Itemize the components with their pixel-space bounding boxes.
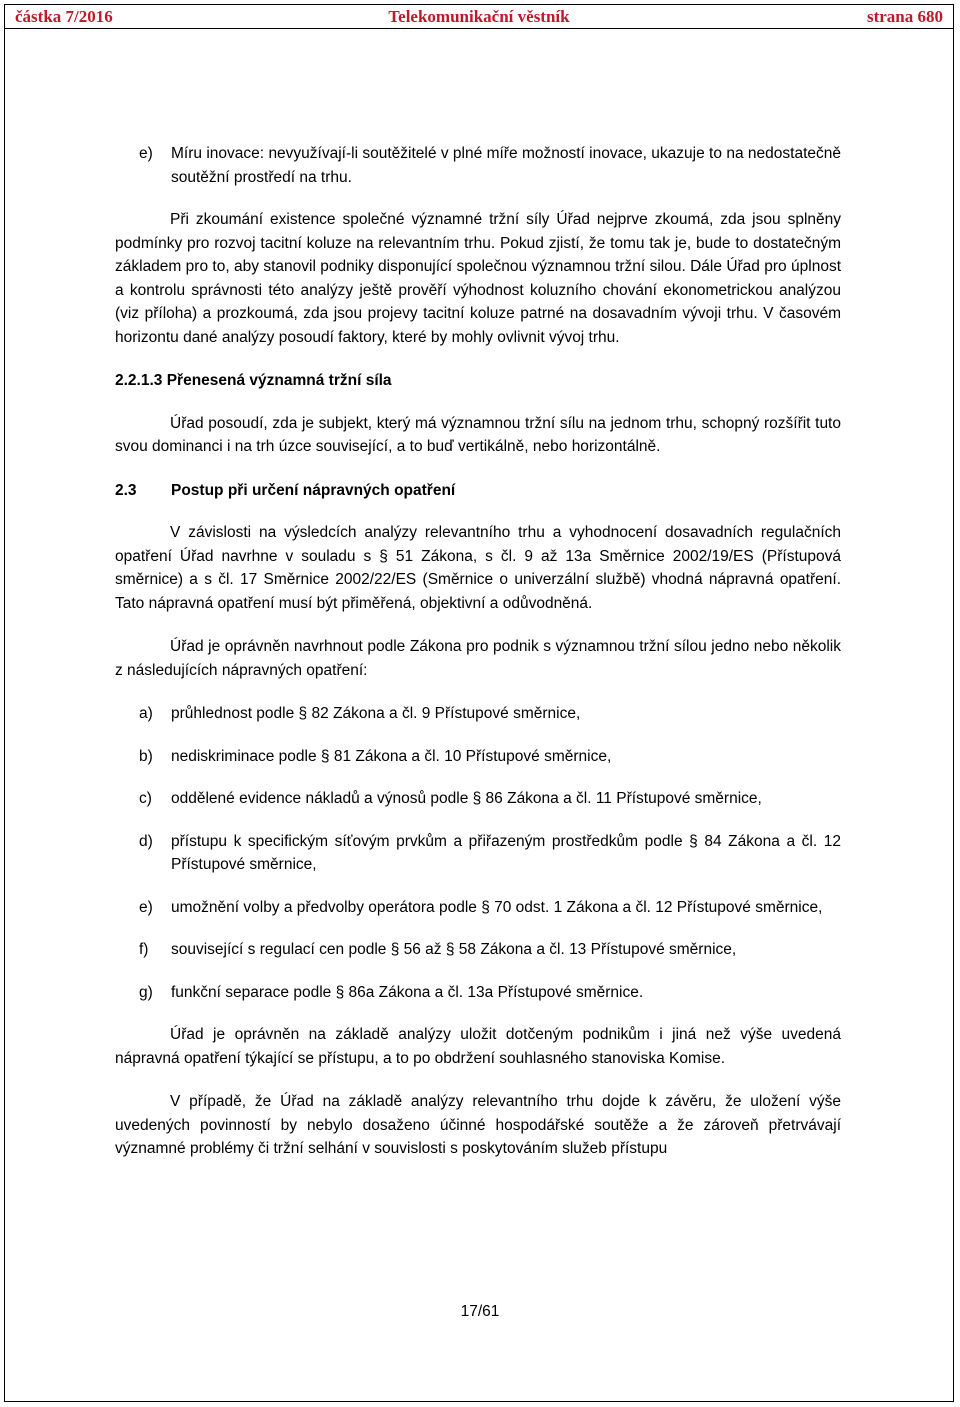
- list-item: [115, 938, 841, 962]
- list-text: nediskriminace podle § 81 Zákona a čl. 10 Přístupové směrnice,: [171, 747, 612, 765]
- list-marker: d): [139, 832, 153, 850]
- list-marker: g): [139, 983, 153, 1001]
- section-title: Postup při určení nápravných opatření: [171, 481, 456, 499]
- header-issue: částka 7/2016: [15, 7, 113, 26]
- list-text: funkční separace podle § 86a Zákona a čl. 13a Přístupové směrnice.: [171, 983, 644, 1001]
- list-item: [115, 896, 841, 920]
- section-heading-2-3: [115, 479, 841, 503]
- paragraph-other-remedies: Úřad je oprávněn na základě analýzy uložit dotčeným podnikům i jiná než výše uvedená nápravná opatření týkající se přístupu, a to po obdržení souhlasného stanoviska Komise.: [115, 1026, 841, 1067]
- list-marker: e): [139, 145, 153, 162]
- page-number: 17/61: [460, 1303, 500, 1320]
- list-text: přístupu k specifickým síťovým prvkům a přiřazeným prostředkům podle § 84 Zákona a čl. 12 Přístupové směrnice,: [171, 832, 841, 873]
- paragraph-ineffective-competition: V případě, že Úřad na základě analýzy relevantního trhu dojde k závěru, že uložení výše uvedených povinností by nebylo dosaženo účinné hospodářské soutěže a že zároveň přetrvávají významné problémy či tržní selhání v souvislosti s poskytováním služeb přístupu: [115, 1093, 841, 1157]
- list-item: [115, 830, 841, 877]
- list-text: umožnění volby a předvolby operátora podle § 70 odst. 1 Zákona a čl. 12 Přístupové směrnice,: [171, 898, 823, 916]
- header-page: strana 680: [866, 7, 943, 26]
- list-marker: b): [139, 747, 153, 765]
- list-item: [115, 981, 841, 1005]
- paragraph-remedies-intro: V závislosti na výsledcích analýzy relevantního trhu a vyhodnocení dosavadních regulačních opatření Úřad navrhne v souladu s § 51 Zákona, s čl. 9 až 13a Směrnice 2002/19/ES (Přístupová směrnice) a s čl. 17 Směrnice 2002/22/ES (Směrnice o univerzální službě) vhodná nápravná opatření. Tato nápravná opatření musí být přiměřená, objektivní a odůvodněná.: [115, 524, 841, 612]
- list-text: průhlednost podle § 82 Zákona a čl. 9 Přístupové směrnice,: [171, 705, 581, 722]
- paragraph-remedies-list-lead: Úřad je oprávněn navrhnout podle Zákona pro podnik s významnou tržní sílou jedno nebo několik z následujících nápravných opatření:: [115, 638, 841, 679]
- list-marker: a): [139, 705, 153, 722]
- list-text: Míru inovace: nevyužívají-li soutěžitelé v plné míře možností inovace, ukazuje to na nedostatečně soutěžní prostředí na trhu.: [171, 145, 841, 186]
- section-number: 2.3: [115, 481, 137, 499]
- section-heading-2-2-1-3: 2.2.1.3 Přenesená významná tržní síla: [115, 372, 392, 389]
- list-item: [115, 787, 841, 811]
- list-marker: e): [139, 898, 153, 916]
- page-header: [5, 5, 953, 29]
- list-text: související s regulací cen podle § 56 až § 58 Zákona a čl. 13 Přístupové směrnice,: [171, 941, 737, 958]
- list-item: [115, 745, 841, 769]
- list-marker: c): [139, 790, 152, 807]
- list-text: oddělené evidence nákladů a výnosů podle § 86 Zákona a čl. 11 Přístupové směrnice,: [171, 790, 762, 807]
- list-item-e-innovation: [115, 142, 841, 189]
- page-content: [115, 142, 841, 1161]
- paragraph-collective-dominance: Při zkoumání existence společné významné tržní síly Úřad nejprve zkoumá, zda jsou splněny podmínky pro rozvoj tacitní koluze na relevantním trhu. Pokud zjistí, že tomu tak je, bude to dostatečným základem pro to, aby stanovil podniky disponující společnou významnou tržní silou. Dále Úřad pro úplnost a kontrolu správnosti této analýzy ještě prověří výhodnost koluzního chování ekonometrickou analýzou (viz příloha) a prozkoumá, zda jsou projevy tacitní koluze patrné na dosavadním vývoji trhu. V časovém horizontu dané analýzy posoudí faktory, které by mohly ovlivnit vývoj trhu.: [115, 211, 841, 346]
- list-item: [115, 702, 841, 726]
- list-marker: f): [139, 941, 149, 958]
- header-title: Telekomunikační věstník: [388, 7, 570, 26]
- paragraph-leveraged-power: Úřad posoudí, zda je subjekt, který má významnou tržní sílu na jednom trhu, schopný rozšířit tuto svou dominanci i na trh úzce související, a to buď vertikálně, nebo horizontálně.: [115, 414, 841, 455]
